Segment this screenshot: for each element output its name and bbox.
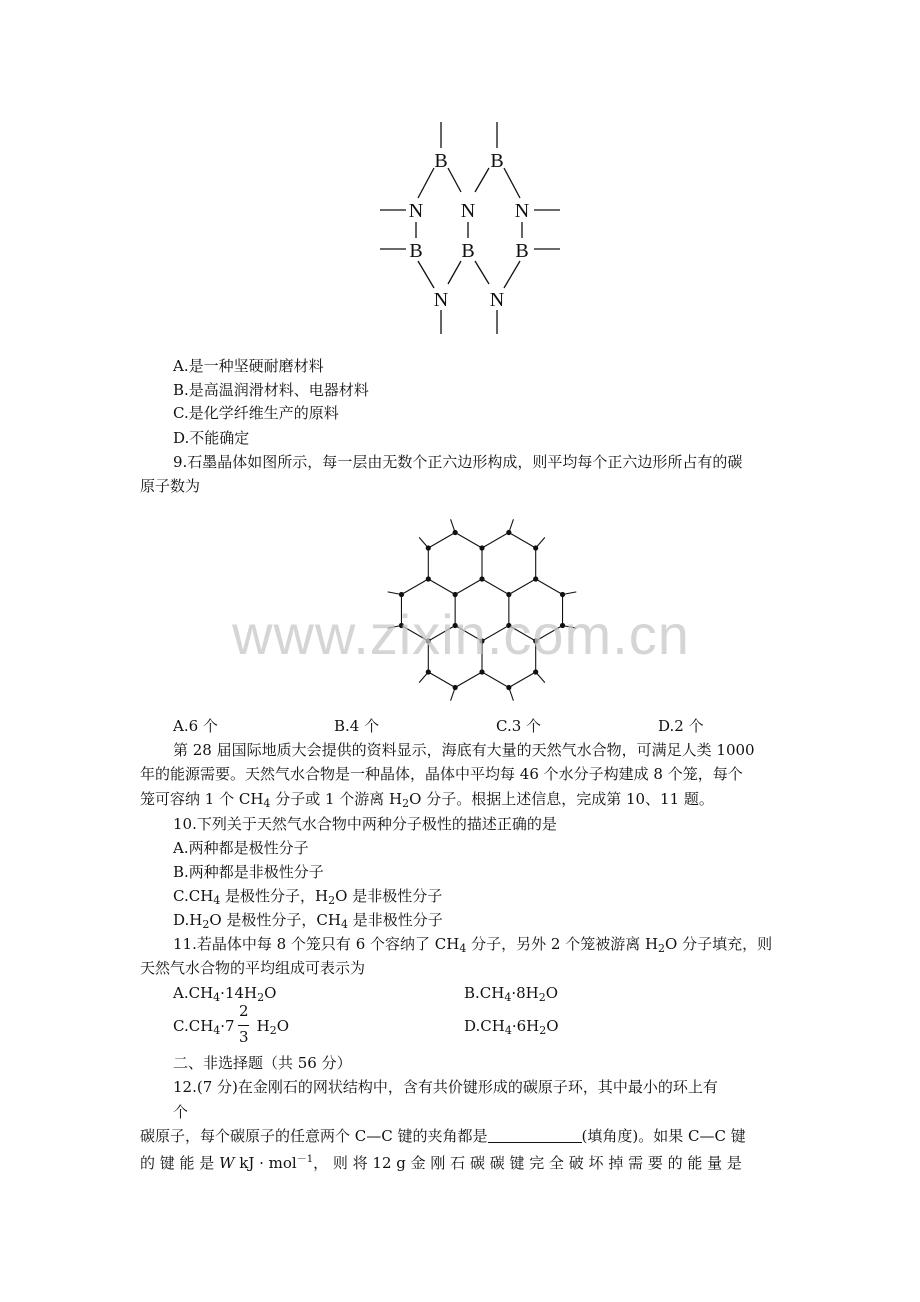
q10-stem: 10.下列关于天然气水合物中两种分子极性的描述正确的是 bbox=[173, 815, 557, 833]
carbon-atom-dot bbox=[506, 685, 511, 690]
option-text: O bbox=[546, 1017, 559, 1035]
option-text: O 是极性分子，CH bbox=[209, 911, 341, 929]
stem-text: 11.若晶体中每 8 个笼只有 6 个容纳了 CH bbox=[173, 935, 460, 953]
subscript: 4 bbox=[504, 1024, 512, 1037]
variable-w: W bbox=[219, 1154, 235, 1172]
q12-line4 bbox=[140, 1150, 742, 1173]
carbon-atom-dot bbox=[533, 669, 538, 674]
q11-stem-line2: 天然气水合物的平均组成可表示为 bbox=[140, 959, 366, 977]
subscript: 4 bbox=[213, 1024, 221, 1037]
carbon-atom-dot bbox=[426, 545, 431, 550]
passage-text: O 分子。根据上述信息，完成第 10、11 题。 bbox=[409, 790, 714, 808]
lattice-bond bbox=[509, 533, 536, 549]
q9-option-d: D.2 个 bbox=[658, 717, 704, 735]
q10-option-c bbox=[173, 886, 442, 911]
option-text: ·14H bbox=[220, 984, 258, 1002]
q9-option-a: A.6 个 bbox=[173, 717, 218, 735]
subscript: 2 bbox=[202, 918, 210, 931]
q9-option-c: C.3 个 bbox=[496, 717, 542, 735]
option-text: ·6H bbox=[511, 1017, 540, 1035]
option-text: O bbox=[264, 984, 277, 1002]
lattice-bond bbox=[428, 579, 455, 595]
q8-option-d: D.不能确定 bbox=[173, 429, 250, 447]
carbon-atom-dot bbox=[426, 669, 431, 674]
lattice-bond bbox=[401, 579, 428, 595]
fraction-numerator: 2 bbox=[239, 1002, 249, 1020]
atom-n-bottom-right: N bbox=[489, 289, 505, 311]
q11-option-c bbox=[173, 1016, 289, 1041]
carbon-atom-dot bbox=[560, 623, 565, 628]
option-text: A.CH bbox=[173, 984, 214, 1002]
subscript: 2 bbox=[538, 991, 546, 1004]
carbon-atom-dot bbox=[426, 576, 431, 581]
q9-stem-line2: 原子数为 bbox=[140, 477, 201, 495]
carbon-atom-dot bbox=[479, 669, 484, 674]
lattice-bond bbox=[509, 672, 536, 688]
carbon-atom-dot bbox=[506, 530, 511, 535]
carbon-atom-dot bbox=[560, 592, 565, 597]
q10-option-a: A.两种都是极性分子 bbox=[173, 839, 309, 857]
stem-text: O 分子填充，则 bbox=[665, 935, 773, 953]
bn-structure-diagram bbox=[370, 118, 570, 340]
option-text: B.CH bbox=[464, 984, 505, 1002]
option-text: C.CH bbox=[173, 887, 214, 905]
answer-blank[interactable] bbox=[488, 1128, 582, 1143]
q11-option-a bbox=[173, 983, 276, 1008]
lattice-bond bbox=[428, 626, 455, 642]
subscript: 4 bbox=[459, 942, 467, 955]
lattice-bond bbox=[536, 626, 563, 642]
atom-b-top-right: B bbox=[490, 150, 504, 172]
subscript: 2 bbox=[402, 797, 410, 810]
carbon-atom-dot bbox=[399, 592, 404, 597]
question-text: 碳原子，每个碳原子的任意两个 C—C 键的夹角都是 bbox=[140, 1127, 488, 1145]
lattice-bond bbox=[482, 672, 509, 688]
q10-option-b: B.两种都是非极性分子 bbox=[173, 863, 324, 881]
option-text: ·8H bbox=[511, 984, 539, 1002]
carbon-atom-dot bbox=[453, 685, 458, 690]
atom-n-bottom-left: N bbox=[433, 289, 449, 311]
lattice-bond bbox=[401, 626, 428, 642]
fraction-bar bbox=[238, 1025, 249, 1026]
carbon-atom-dot bbox=[479, 576, 484, 581]
atom-n-mid-center: N bbox=[460, 200, 476, 222]
q9-stem-line1: 9.石墨晶体如图所示，每一层由无数个正六边形构成，则平均每个正六边形所占有的碳 bbox=[173, 453, 743, 471]
carbon-atom-dot bbox=[533, 545, 538, 550]
lattice-bond bbox=[509, 626, 536, 642]
passage-text: 分子或 1 个游离 H bbox=[270, 790, 403, 808]
subscript: 2 bbox=[269, 1024, 277, 1037]
q8-option-a: A.是一种坚硬耐磨材料 bbox=[173, 357, 324, 375]
watermark-text: www.zixin.com.cn bbox=[232, 603, 690, 666]
lattice-bond bbox=[509, 579, 536, 595]
subscript: 2 bbox=[328, 894, 336, 907]
question-text: (填角度)。如果 C—C 键 bbox=[581, 1127, 746, 1145]
atom-b-top-left: B bbox=[434, 150, 448, 172]
q8-option-b: B.是高温润滑材料、电器材料 bbox=[173, 381, 369, 399]
q8-option-c: C.是化学纤维生产的原料 bbox=[173, 404, 339, 422]
graphite-lattice-diagram bbox=[378, 506, 586, 716]
lattice-bond bbox=[428, 533, 455, 549]
passage-line3 bbox=[140, 789, 714, 814]
carbon-atom-dot bbox=[479, 638, 484, 643]
q9-option-b: B.4 个 bbox=[334, 717, 380, 735]
q11-option-b bbox=[464, 983, 558, 1008]
subscript: 4 bbox=[263, 797, 271, 810]
subscript: 2 bbox=[539, 1024, 547, 1037]
carbon-atom-dot bbox=[453, 530, 458, 535]
lattice-bond bbox=[455, 672, 482, 688]
passage-line2: 年的能源需要。天然气水合物是一种晶体，晶体中平均每 46 个水分子构建成 8 个笼，每个 bbox=[140, 765, 743, 783]
subscript: 4 bbox=[504, 991, 512, 1004]
carbon-atom-dot bbox=[533, 576, 538, 581]
lattice-bond bbox=[428, 672, 455, 688]
passage-text: 笼可容纳 1 个 CH bbox=[140, 790, 264, 808]
lattice-bond bbox=[536, 579, 563, 595]
q12-line1: 12.(7 分)在金刚石的网状结构中，含有共价键形成的碳原子环，其中最小的环上有 bbox=[173, 1078, 718, 1096]
lattice-bond bbox=[455, 626, 482, 642]
atom-n-mid-left: N bbox=[408, 200, 424, 222]
question-text: kJ · mol bbox=[234, 1154, 297, 1172]
carbon-atom-dot bbox=[506, 592, 511, 597]
passage-line1: 第 28 届国际地质大会提供的资料显示，海底有大量的天然气水合物，可满足人类 1000 bbox=[173, 741, 755, 759]
option-text: O 是非极性分子 bbox=[335, 887, 443, 905]
lattice-bond bbox=[455, 533, 482, 549]
atom-b-low-center: B bbox=[461, 240, 475, 262]
option-text: H bbox=[256, 1017, 270, 1035]
carbon-atom-dot bbox=[453, 592, 458, 597]
subscript: 4 bbox=[213, 991, 221, 1004]
lattice-bond bbox=[482, 626, 509, 642]
q10-option-d bbox=[173, 910, 443, 935]
atom-b-low-right: B bbox=[515, 240, 529, 262]
carbon-atom-dot bbox=[533, 638, 538, 643]
superscript: －1 bbox=[296, 1154, 314, 1165]
question-text: 的 键 能 是 bbox=[140, 1154, 220, 1172]
carbon-atom-dot bbox=[426, 638, 431, 643]
lattice-bond bbox=[482, 579, 509, 595]
question-text: ， 则 将 12 g 金 刚 石 碳 碳 键 完 全 破 坏 掉 需 要 的 能 量 是 bbox=[313, 1154, 742, 1172]
q12-line3 bbox=[140, 1126, 746, 1146]
lattice-bond bbox=[455, 579, 482, 595]
option-text: O bbox=[545, 984, 559, 1002]
option-text: D.CH bbox=[464, 1017, 505, 1035]
option-text: C.CH bbox=[173, 1017, 214, 1035]
lattice-bond bbox=[482, 533, 509, 549]
atom-b-low-left: B bbox=[409, 240, 423, 262]
subscript: 2 bbox=[658, 942, 666, 955]
stem-text: 分子，另外 2 个笼被游离 H bbox=[466, 935, 659, 953]
carbon-atom-dot bbox=[479, 545, 484, 550]
q12-line2: 个 bbox=[173, 1103, 189, 1121]
carbon-atom-dot bbox=[506, 623, 511, 628]
q11-stem-line1 bbox=[173, 934, 772, 959]
option-text: 是非极性分子 bbox=[347, 911, 443, 929]
fraction-denominator: 3 bbox=[239, 1028, 249, 1046]
option-text: ·7 bbox=[220, 1017, 235, 1035]
subscript: 2 bbox=[257, 991, 265, 1004]
option-text: D.H bbox=[173, 911, 203, 929]
q11-option-d bbox=[464, 1016, 559, 1041]
subscript: 4 bbox=[340, 918, 348, 931]
subscript: 4 bbox=[213, 894, 221, 907]
atom-n-mid-right: N bbox=[514, 200, 530, 222]
option-text: O bbox=[276, 1017, 289, 1035]
carbon-atom-dot bbox=[399, 623, 404, 628]
carbon-atom-dot bbox=[453, 623, 458, 628]
section-heading: 二、非选择题（共 56 分） bbox=[173, 1054, 352, 1072]
option-text: 是极性分子，H bbox=[220, 887, 329, 905]
